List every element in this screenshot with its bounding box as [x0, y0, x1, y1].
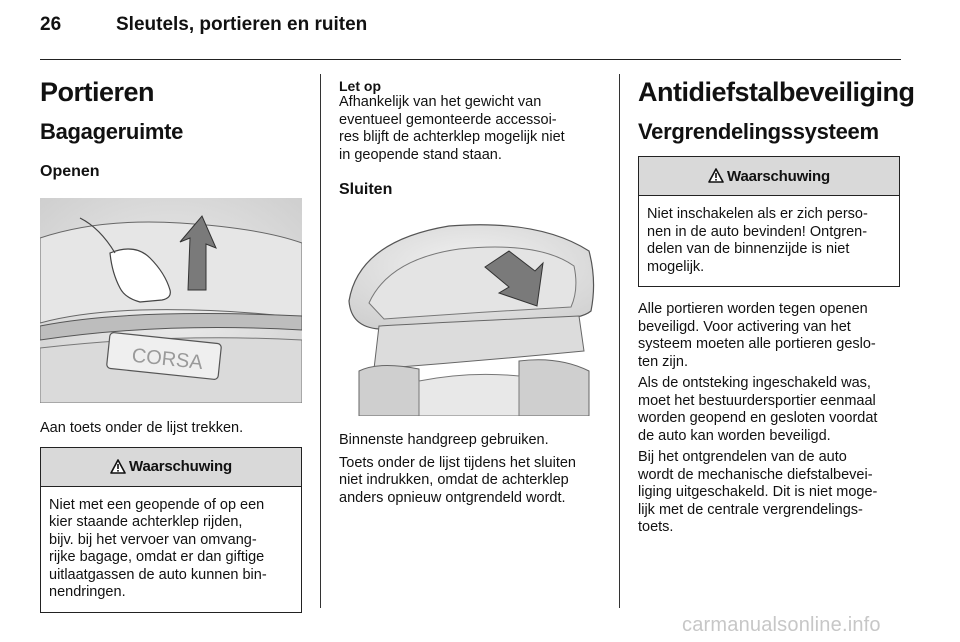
watermark: carmanualsonline.info	[682, 614, 881, 636]
illustration-open-tailgate	[40, 198, 302, 403]
warning-line: nen in de auto bevinden! Ontgren-	[647, 223, 868, 240]
paragraph-button	[339, 455, 601, 508]
warning-body-2	[639, 196, 899, 286]
warning-line: nendringen.	[49, 584, 126, 600]
paragraph-line: anders opnieuw ontgrendeld wordt.	[339, 489, 566, 506]
warning-box-2	[638, 156, 900, 287]
warning-header-2	[639, 157, 899, 196]
warning-line: delen van de binnenzijde is niet	[647, 241, 850, 257]
car-interior-right	[519, 360, 589, 416]
paragraph-line: lijk met de centrale vergrendelings-	[638, 501, 863, 518]
paragraph-grip	[339, 432, 601, 450]
paragraph-line: wordt de mechanische diefstalbevei-	[638, 466, 873, 483]
column-1	[40, 60, 302, 613]
warning-triangle-icon	[708, 168, 724, 184]
heading-openen: Openen	[40, 163, 100, 180]
column-divider-1	[320, 74, 321, 608]
caption-openen: Aan toets onder de lijst trekken.	[40, 420, 244, 436]
column-3	[638, 60, 915, 537]
warning-line: mogelijk.	[647, 258, 705, 275]
paragraph-line: beveiligd. Voor activering van het	[638, 318, 851, 335]
warning-line: rijke bagage, omdat er dan giftige	[49, 549, 265, 565]
section-title-portieren: Portieren	[40, 77, 155, 107]
license-plate-text: CORSA	[130, 344, 204, 375]
note-line: Afhankelijk van het gewicht van	[339, 94, 542, 110]
subsection-title-vergrendeling: Vergrendelingssysteem	[638, 119, 879, 144]
page-number: 26	[40, 14, 62, 35]
paragraph-line: ten zijn.	[638, 353, 688, 370]
paragraph-line: niet indrukken, omdat de achterklep	[339, 472, 569, 488]
paragraph-line: Toets onder de lijst tijdens het sluiten	[339, 454, 576, 471]
paragraph-ignition	[638, 375, 900, 445]
paragraph-line: de auto kan worden beveiligd.	[638, 427, 831, 444]
note-text	[339, 94, 601, 164]
luggage-area	[419, 374, 519, 416]
warning-body-1	[41, 487, 301, 612]
section-title-antidiefstal: Antidiefstalbeveiliging	[638, 77, 915, 107]
column-divider-2	[619, 74, 620, 608]
paragraph-line: liging uitgeschakeld. Dit is niet moge-	[638, 484, 878, 500]
paragraph-line: systeem moeten alle portieren geslo-	[638, 336, 876, 352]
paragraph-line: moet het bestuurdersportier eenmaal	[638, 392, 876, 409]
note-title: Let op	[339, 78, 381, 94]
paragraph-line: worden geopend en gesloten voordat	[638, 410, 878, 426]
note-line: in geopende stand staan.	[339, 146, 502, 163]
running-title: Sleutels, portieren en ruiten	[116, 14, 368, 35]
paragraph-line: Bij het ontgrendelen van de auto	[638, 449, 847, 465]
heading-sluiten: Sluiten	[339, 181, 393, 198]
subsection-title-bagageruimte: Bagageruimte	[40, 119, 184, 144]
illustration-close-tailgate	[339, 211, 601, 416]
warning-triangle-icon	[110, 459, 126, 475]
warning-line: uitlaatgassen de auto kunnen bin-	[49, 566, 267, 583]
car-interior-left	[359, 365, 419, 416]
note-line: eventueel gemonteerde accessoi-	[339, 111, 557, 128]
tailgate-panel	[40, 222, 302, 323]
page-header	[40, 14, 900, 48]
paragraph-line: Als de ontsteking ingeschakeld was,	[638, 375, 871, 391]
warning-box-1	[40, 447, 302, 613]
paragraph-locked	[638, 301, 900, 371]
paragraph-line: Alle portieren worden tegen openen	[638, 301, 868, 317]
paragraph-line: toets.	[638, 519, 674, 535]
warning-header-1	[41, 448, 301, 487]
note-line: res blijft de achterklep mogelijk niet	[339, 129, 565, 145]
warning-title-1: Waarschuwing	[129, 458, 232, 475]
paragraph-line: Binnenste handgreep gebruiken.	[339, 432, 549, 448]
column-2	[339, 60, 601, 507]
warning-line: kier staande achterklep rijden,	[49, 514, 243, 530]
warning-title-2: Waarschuwing	[727, 167, 830, 185]
warning-line: Niet inschakelen als er zich perso-	[647, 206, 868, 222]
warning-line: Niet met een geopende of op een	[49, 496, 265, 513]
warning-line: bijv. bij het vervoer van omvang-	[49, 531, 257, 548]
paragraph-unlock	[638, 449, 900, 537]
